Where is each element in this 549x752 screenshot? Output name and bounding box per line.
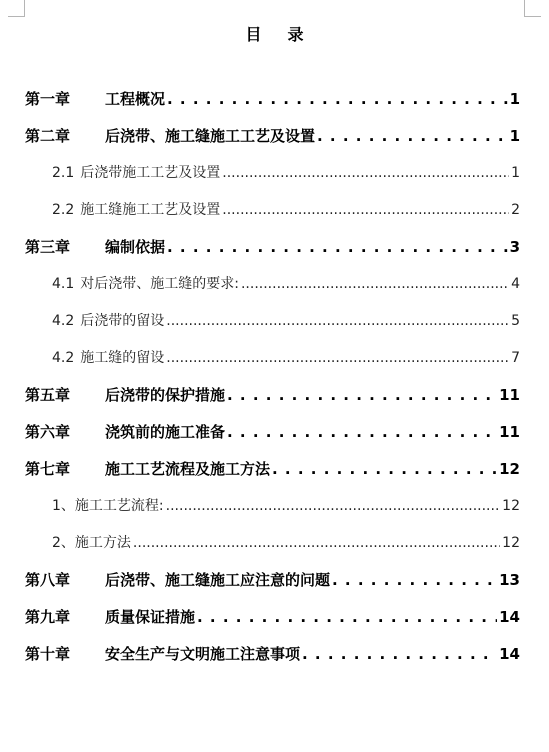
page-number: 3 — [509, 238, 520, 256]
chapter-title: 后浇带的保护措施 — [105, 386, 226, 404]
dot-leader — [197, 608, 497, 626]
chapter-number: 第一章 — [25, 90, 71, 108]
toc-entry-section-7-2[interactable] — [25, 532, 520, 550]
section-title: 后浇带的留设 — [80, 313, 165, 329]
dot-leader — [227, 386, 497, 404]
chapter-title: 后浇带、施工缝施工应注意的问题 — [105, 571, 331, 589]
section-number: 1、 — [52, 498, 75, 514]
chapter-number: 第七章 — [25, 460, 71, 478]
dot-leader — [317, 127, 508, 145]
page-number: 7 — [511, 350, 520, 366]
toc-entry-section-4-2b[interactable] — [25, 347, 520, 365]
toc-title-char: 目 — [245, 25, 262, 44]
page-number: 12 — [502, 498, 520, 514]
dot-leader — [241, 276, 509, 292]
toc-entry-section-2-1[interactable] — [25, 162, 520, 180]
page-number: 12 — [499, 460, 520, 478]
section-number: 4.2 — [52, 350, 75, 366]
section-title: 施工方法 — [74, 535, 131, 551]
chapter-number: 第二章 — [25, 127, 71, 145]
chapter-title: 工程概况 — [105, 90, 166, 108]
page-number: 11 — [499, 423, 520, 441]
toc-entry-chapter-2[interactable] — [25, 125, 520, 143]
toc-entry-chapter-9[interactable] — [25, 606, 520, 624]
page-number: 5 — [511, 313, 520, 329]
table-of-contents — [25, 88, 520, 661]
toc-title-char: 录 — [287, 25, 304, 44]
toc-entry-chapter-8[interactable] — [25, 569, 520, 587]
chapter-title: 浇筑前的施工准备 — [105, 423, 226, 441]
page-number: 1 — [509, 127, 520, 145]
page-number: 11 — [499, 386, 520, 404]
chapter-number: 第三章 — [25, 238, 71, 256]
page-number: 12 — [502, 535, 520, 551]
chapter-number: 第六章 — [25, 423, 71, 441]
dot-leader — [222, 202, 509, 218]
section-title: 对后浇带、施工缝的要求: — [80, 276, 239, 292]
chapter-title: 安全生产与文明施工注意事项 — [105, 645, 301, 663]
toc-entry-chapter-10[interactable] — [25, 643, 520, 661]
dot-leader — [222, 165, 509, 181]
chapter-title: 质量保证措施 — [105, 608, 196, 626]
section-title: 施工工艺流程: — [74, 498, 164, 514]
toc-entry-section-2-2[interactable] — [25, 199, 520, 217]
chapter-title: 编制依据 — [105, 238, 166, 256]
toc-entry-section-7-1[interactable] — [25, 495, 520, 513]
section-number: 4.1 — [52, 276, 75, 292]
dot-leader — [272, 460, 497, 478]
chapter-title: 后浇带、施工缝施工工艺及设置 — [105, 127, 316, 145]
margin-corner-mark — [524, 0, 541, 17]
toc-entry-chapter-3[interactable] — [25, 236, 520, 254]
dot-leader — [167, 90, 508, 108]
toc-entry-chapter-1[interactable] — [25, 88, 520, 106]
dot-leader — [227, 423, 497, 441]
page-number: 4 — [511, 276, 520, 292]
chapter-number: 第五章 — [25, 386, 71, 404]
section-number: 2、 — [52, 535, 75, 551]
dot-leader — [166, 350, 509, 366]
chapter-number: 第九章 — [25, 608, 71, 626]
section-number: 4.2 — [52, 313, 75, 329]
dot-leader — [167, 238, 508, 256]
dot-leader — [302, 645, 497, 663]
dot-leader — [166, 313, 509, 329]
page-number: 14 — [499, 645, 520, 663]
section-title: 施工缝施工工艺及设置 — [80, 202, 221, 218]
dot-leader — [332, 571, 497, 589]
page-number: 1 — [511, 165, 520, 181]
chapter-number: 第十章 — [25, 645, 71, 663]
dot-leader — [166, 498, 501, 514]
dot-leader — [133, 535, 500, 551]
toc-entry-chapter-7[interactable] — [25, 458, 520, 476]
section-title: 后浇带施工工艺及设置 — [80, 165, 221, 181]
section-title: 施工缝的留设 — [80, 350, 165, 366]
page-number: 1 — [509, 90, 520, 108]
toc-entry-chapter-6[interactable] — [25, 421, 520, 439]
page-number: 13 — [499, 571, 520, 589]
toc-entry-chapter-5[interactable] — [25, 384, 520, 402]
chapter-title: 施工工艺流程及施工方法 — [105, 460, 271, 478]
toc-title — [0, 22, 549, 45]
page-number: 14 — [499, 608, 520, 626]
chapter-number: 第八章 — [25, 571, 71, 589]
section-number: 2.1 — [52, 165, 75, 181]
page-number: 2 — [511, 202, 520, 218]
toc-entry-section-4-2[interactable] — [25, 310, 520, 328]
toc-entry-section-4-1[interactable] — [25, 273, 520, 291]
section-number: 2.2 — [52, 202, 75, 218]
margin-corner-mark — [8, 0, 25, 17]
